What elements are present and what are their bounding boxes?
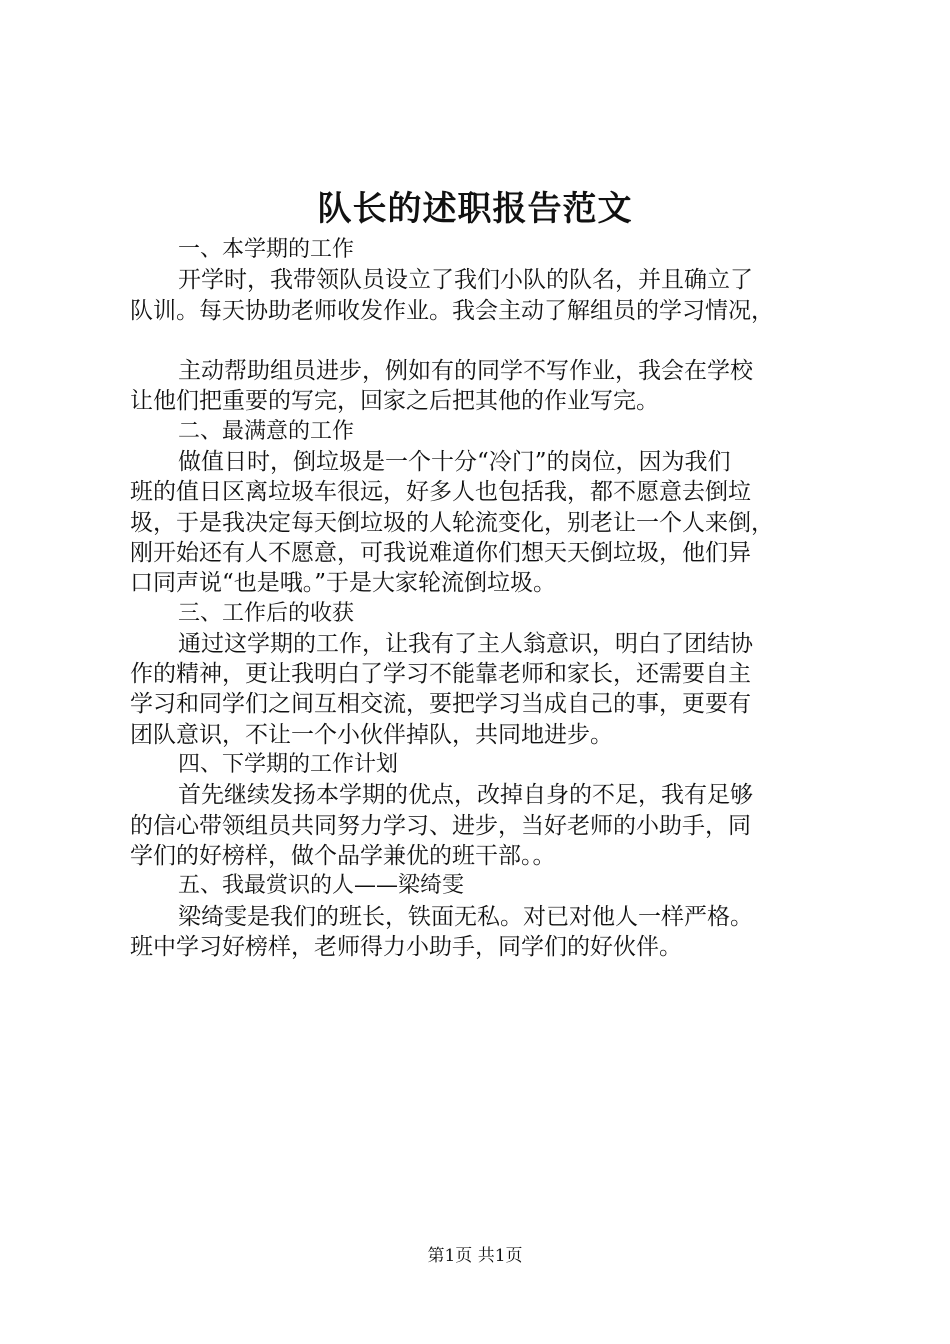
section-heading-1: 一、本学期的工作 [178,237,355,262]
page-title: 队长的述职报告范文 [317,189,633,229]
section-heading-5: 五、我最赏识的人——梁绮雯 [178,873,465,899]
paragraph-line: 主动帮助组员进步，例如有的同学不写作业，我会在学校 [178,358,753,385]
paragraph-line: 作的精神，更让我明白了学习不能靠老师和家长，还需要自主 [130,661,751,688]
paragraph-line: 团队意识，不让一个小伙伴掉队，共同地进步。 [130,721,613,748]
page-footer: 第1页 共1页 [427,1246,523,1266]
paragraph-line: 刚开始还有人不愿意，可我说难道你们想天天倒垃圾，他们异 [130,539,751,566]
paragraph-line: 班中学习好榜样，老师得力小助手，同学们的好伙伴。 [130,933,682,960]
paragraph-line: 的信心带领组员共同努力学习、进步，当好老师的小助手，同 [130,812,751,839]
paragraph-line: 通过这学期的工作，让我有了主人翁意识，明白了团结协 [178,630,753,657]
paragraph-line: 队训。每天协助老师收发作业。我会主动了解组员的学习情况， [130,297,774,324]
section-heading-3: 三、工作后的收获 [178,600,355,626]
document-body [130,235,830,962]
paragraph-line: 做值日时，倒垃圾是一个十分“冷门”的岗位，因为我们 [178,449,731,476]
paragraph-line: 首先继续发扬本学期的优点，改掉自身的不足，我有足够 [178,782,753,809]
section-heading-2: 二、最满意的工作 [178,418,355,444]
paragraph-line: 口同声说“也是哦。”于是大家轮流倒垃圾。 [130,570,557,597]
paragraph-line: 梁绮雯是我们的班长，铁面无私。对已对他人一样严格。 [178,903,753,930]
paragraph-line: 圾，于是我决定每天倒垃圾的人轮流变化，别老让一个人来倒， [130,509,774,536]
paragraph-line: 学们的好榜样，做个品学兼优的班干部。。 [130,842,556,869]
paragraph-line: 开学时，我带领队员设立了我们小队的队名，并且确立了 [178,267,753,294]
blank-line [130,326,830,356]
paragraph-line: 让他们把重要的写完，回家之后把其他的作业写完。 [130,388,659,415]
section-heading-4: 四、下学期的工作计划 [178,752,399,778]
paragraph-line: 班的值日区离垃圾车很远，好多人也包括我，都不愿意去倒垃 [130,479,751,506]
paragraph-line: 学习和同学们之间互相交流，要把学习当成自己的事，更要有 [130,691,751,718]
